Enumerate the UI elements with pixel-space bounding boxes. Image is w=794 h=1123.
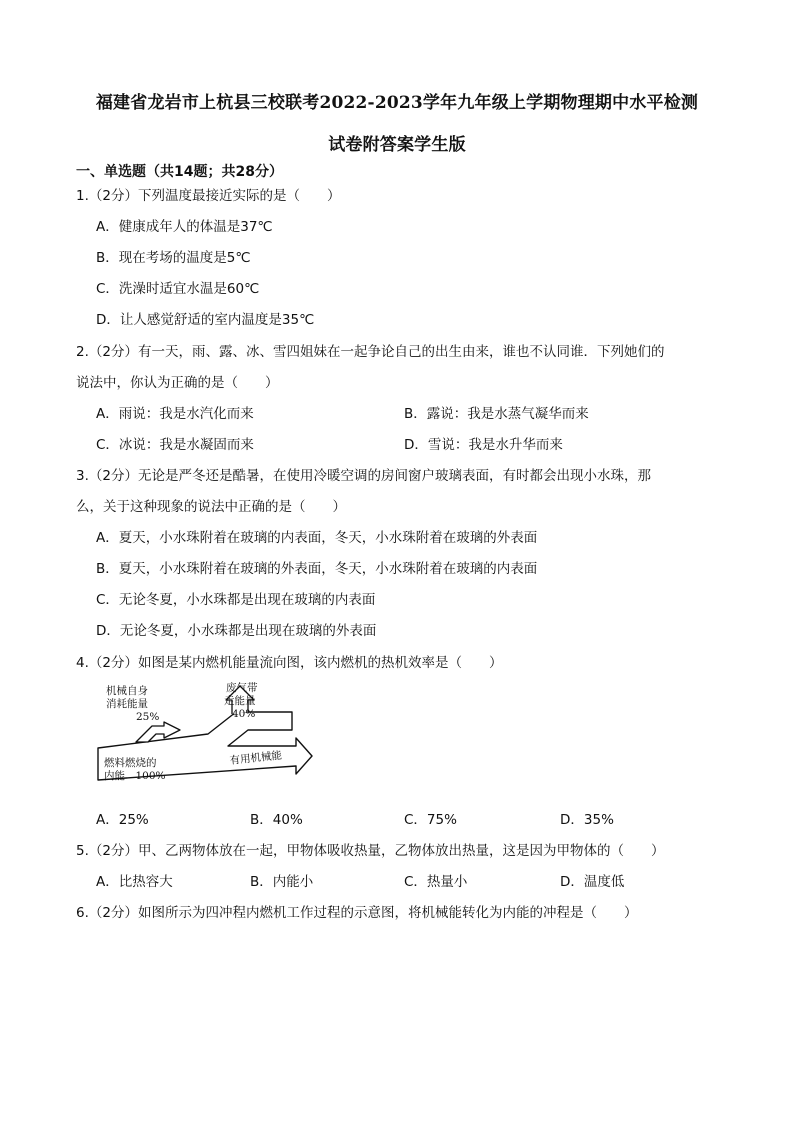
question-6-stem: 6.（2分）如图所示为四冲程内燃机工作过程的示意图，将机械能转化为内能的冲程是（ ）	[76, 905, 638, 921]
question-1-option-c: C．洗澡时适宜水温是60℃	[96, 281, 260, 297]
question-5-option-b: B．内能小	[250, 874, 314, 890]
question-1-option-b: B．现在考场的温度是5℃	[96, 250, 251, 266]
question-5-option-c: C．热量小	[404, 874, 468, 890]
question-5-option-d: D．温度低	[560, 874, 625, 890]
question-4-stem: 4.（2分）如图是某内燃机能量流向图，该内燃机的热机效率是（ ）	[76, 655, 503, 671]
section-heading: 一、单选题（共14题；共28分）	[76, 164, 283, 180]
document-title-line2: 试卷附答案学生版	[328, 135, 466, 155]
self-loss-label-2: 消耗能量	[106, 698, 148, 710]
document-title-line1: 福建省龙岩市上杭县三校联考2022-2023学年九年级上学期物理期中水平检测	[95, 93, 699, 113]
question-3-option-d: D．无论冬夏，小水珠都是出现在玻璃的外表面	[96, 623, 377, 639]
input-label-2: 内能 100%	[104, 770, 166, 782]
question-1-option-a: A．健康成年人的体温是37℃	[96, 219, 273, 235]
question-5-stem: 5.（2分）甲、乙两物体放在一起，甲物体吸收热量，乙物体放出热量，这是因为甲物体的（ ）	[76, 843, 665, 859]
self-loss-value: 25%	[136, 711, 160, 723]
question-2-option-b: B．露说：我是水蒸气凝华而来	[404, 406, 589, 422]
question-3-option-a: A．夏天，小水珠附着在玻璃的内表面，冬天，小水珠附着在玻璃的外表面	[96, 530, 538, 546]
useful-output-label: 有用机械能	[229, 749, 283, 767]
question-1-stem: 1.（2分）下列温度最接近实际的是（ ）	[76, 188, 341, 204]
question-5-option-a: A．比热容大	[96, 874, 173, 890]
exhaust-loss-label-1: 废气带	[226, 682, 258, 694]
question-2-stem-line2: 说法中，你认为正确的是（ ）	[76, 375, 279, 391]
question-1-option-d: D．让人感觉舒适的室内温度是35℃	[96, 312, 315, 328]
self-loss-label-1: 机械自身	[106, 685, 148, 697]
question-2-stem-line1: 2.（2分）有一天，雨、露、冰、雪四姐妹在一起争论自己的出生由来，谁也不认同谁．下列她们的	[76, 344, 665, 360]
question-4-option-a: A．25%	[96, 812, 149, 828]
question-4-option-c: C．75%	[404, 812, 457, 828]
question-4-option-b: B．40%	[250, 812, 303, 828]
energy-flow-diagram	[96, 682, 316, 790]
question-2-option-d: D．雪说：我是水升华而来	[404, 437, 563, 453]
input-label-1: 燃料燃烧的	[104, 757, 157, 769]
question-2-option-a: A．雨说：我是水汽化而来	[96, 406, 254, 422]
exhaust-loss-value: 40%	[232, 708, 256, 720]
question-3-stem-line1: 3.（2分）无论是严冬还是酷暑，在使用冷暖空调的房间窗户玻璃表面，有时都会出现小水珠，那	[76, 468, 651, 484]
exhaust-loss-label-2: 走能量	[224, 695, 256, 707]
question-3-stem-line2: 么，关于这种现象的说法中正确的是（ ）	[76, 499, 346, 515]
question-4-option-d: D．35%	[560, 812, 614, 828]
question-3-option-b: B．夏天，小水珠附着在玻璃的外表面，冬天，小水珠附着在玻璃的内表面	[96, 561, 538, 577]
question-3-option-c: C．无论冬夏，小水珠都是出现在玻璃的内表面	[96, 592, 376, 608]
question-2-option-c: C．冰说：我是水凝固而来	[96, 437, 254, 453]
